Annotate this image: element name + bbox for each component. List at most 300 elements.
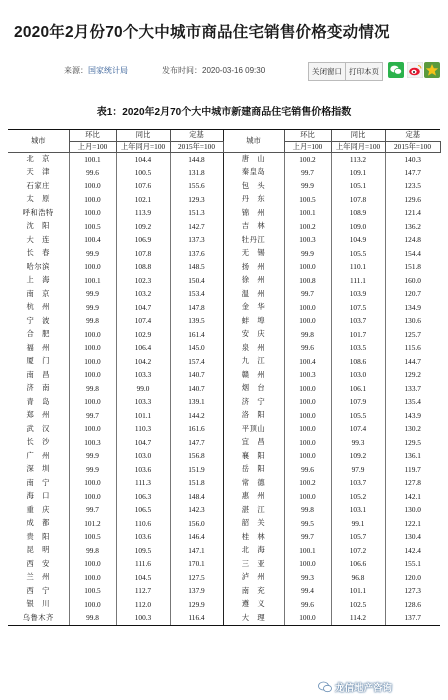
cell-city-left: 北 京 [8,152,69,166]
cell-yoy-right: 107.5 [331,301,385,315]
table-row [8,301,440,315]
cell-base-left: 137.9 [170,584,223,598]
table-row [8,611,440,625]
cell-base-left: 161.6 [170,422,223,436]
cell-base-right: 136.2 [385,220,440,234]
cell-yoy-left: 103.2 [116,287,170,301]
cell-base-left: 129.9 [170,598,223,612]
table-row [8,422,440,436]
cell-city-right: 济 宁 [223,395,284,409]
cell-yoy-right: 107.9 [331,395,385,409]
cell-base-right: 115.6 [385,341,440,355]
table-row [8,476,440,490]
cell-yoy-left: 99.0 [116,382,170,396]
cell-base-left: 142.3 [170,503,223,517]
publish-date: 2020-03-16 09:30 [202,66,266,75]
cell-yoy-right: 99.3 [331,436,385,450]
subheader-yoy: 上年同月=100 [116,141,170,152]
cell-city-left: 西 宁 [8,584,69,598]
cell-yoy-left: 104.7 [116,436,170,450]
table-row [8,530,440,544]
cell-city-left: 济 南 [8,382,69,396]
cell-base-left: 155.6 [170,179,223,193]
cell-mom-left: 100.0 [69,341,116,355]
cell-mom-right: 100.3 [284,368,331,382]
cell-yoy-right: 102.5 [331,598,385,612]
cell-base-left: 153.4 [170,287,223,301]
cell-city-right: 三 亚 [223,557,284,571]
cell-city-right: 湛 江 [223,503,284,517]
table-row [8,517,440,531]
cell-mom-left: 99.8 [69,544,116,558]
cell-base-right: 144.7 [385,355,440,369]
cell-base-right: 134.9 [385,301,440,315]
cell-yoy-right: 103.7 [331,314,385,328]
cell-mom-right: 100.8 [284,274,331,288]
table-row [8,328,440,342]
cell-mom-right: 99.6 [284,598,331,612]
cell-city-left: 呼和浩特 [8,206,69,220]
table-row [8,287,440,301]
cell-city-right: 赣 州 [223,368,284,382]
cell-city-left: 昆 明 [8,544,69,558]
cell-mom-left: 100.0 [69,490,116,504]
cell-city-right: 南 充 [223,584,284,598]
source-link[interactable]: 国家统计局 [88,66,128,75]
subheader-fixed-base: 2015年=100 [385,141,440,152]
cell-mom-right: 99.9 [284,179,331,193]
table-row [8,314,440,328]
cell-yoy-left: 100.5 [116,166,170,180]
cell-yoy-right: 105.1 [331,179,385,193]
table-row [8,436,440,450]
table-row [8,598,440,612]
cell-base-left: 140.7 [170,368,223,382]
cell-yoy-right: 113.2 [331,152,385,166]
cell-base-right: 129.6 [385,193,440,207]
cell-yoy-right: 108.6 [331,355,385,369]
cell-yoy-right: 106.6 [331,557,385,571]
cell-city-left: 海 口 [8,490,69,504]
table-row [8,341,440,355]
cell-yoy-right: 105.2 [331,490,385,504]
cell-yoy-right: 107.2 [331,544,385,558]
header-fixed-base: 定基 [385,130,440,141]
cell-city-right: 扬 州 [223,260,284,274]
cell-base-left: 137.6 [170,247,223,261]
cell-city-left: 长 春 [8,247,69,261]
table-row [8,193,440,207]
cell-city-right: 丹 东 [223,193,284,207]
cell-city-right: 唐 山 [223,152,284,166]
cell-yoy-right: 109.2 [331,449,385,463]
cell-base-left: 116.4 [170,611,223,625]
cell-base-left: 156.0 [170,517,223,531]
cell-base-right: 142.1 [385,490,440,504]
cell-mom-right: 100.0 [284,260,331,274]
cell-base-right: 122.1 [385,517,440,531]
cell-city-left: 兰 州 [8,571,69,585]
cell-city-right: 遵 义 [223,598,284,612]
table-row [8,206,440,220]
table-row [8,395,440,409]
cell-mom-left: 99.9 [69,463,116,477]
cell-base-left: 131.8 [170,166,223,180]
cell-city-left: 银 川 [8,598,69,612]
cell-base-left: 161.4 [170,328,223,342]
cell-yoy-left: 109.5 [116,544,170,558]
cell-yoy-right: 109.0 [331,220,385,234]
cell-base-left: 139.1 [170,395,223,409]
cell-base-right: 124.8 [385,233,440,247]
wechat-icon[interactable] [388,62,404,78]
cell-city-right: 吉 林 [223,220,284,234]
header-yoy: 同比 [116,130,170,141]
cell-mom-right: 100.0 [284,382,331,396]
cell-base-right: 135.4 [385,395,440,409]
cell-base-right: 147.7 [385,166,440,180]
cell-city-right: 桂 林 [223,530,284,544]
cell-city-left: 青 岛 [8,395,69,409]
cell-city-left: 西 安 [8,557,69,571]
cell-city-right: 宜 昌 [223,436,284,450]
cell-mom-left: 100.3 [69,436,116,450]
cell-city-left: 杭 州 [8,301,69,315]
cell-city-right: 九 江 [223,355,284,369]
cell-base-right: 127.3 [385,584,440,598]
cell-city-left: 成 都 [8,517,69,531]
cell-base-left: 137.3 [170,233,223,247]
cell-city-right: 牡丹江 [223,233,284,247]
cell-city-left: 深 圳 [8,463,69,477]
close-window-button[interactable]: 关闭窗口 [312,67,342,76]
cell-yoy-left: 102.3 [116,274,170,288]
cell-yoy-right: 111.1 [331,274,385,288]
cell-base-left: 145.0 [170,341,223,355]
cell-yoy-right: 106.1 [331,382,385,396]
table-row [8,409,440,423]
cell-city-right: 锦 州 [223,206,284,220]
cell-yoy-left: 113.9 [116,206,170,220]
header-mom: 环比 [284,130,331,141]
cell-city-left: 郑 州 [8,409,69,423]
cell-mom-left: 100.1 [69,152,116,166]
cell-yoy-left: 103.3 [116,368,170,382]
cell-mom-left: 99.8 [69,611,116,625]
cell-mom-left: 100.0 [69,355,116,369]
cell-city-right: 洛 阳 [223,409,284,423]
cell-mom-right: 99.7 [284,166,331,180]
cell-mom-right: 99.7 [284,530,331,544]
cell-yoy-right: 103.0 [331,368,385,382]
table-body [8,152,440,625]
table-row [8,463,440,477]
cell-mom-right: 99.9 [284,247,331,261]
cell-yoy-left: 103.3 [116,395,170,409]
cell-city-left: 武 汉 [8,422,69,436]
header-fixed-base: 定基 [170,130,223,141]
cell-city-left: 南 昌 [8,368,69,382]
cell-yoy-right: 110.1 [331,260,385,274]
cell-city-left: 重 庆 [8,503,69,517]
cell-city-right: 大 理 [223,611,284,625]
cell-mom-left: 100.0 [69,260,116,274]
meta-row [0,62,448,78]
cell-city-left: 宁 波 [8,314,69,328]
cell-mom-left: 100.0 [69,206,116,220]
cell-city-left: 广 州 [8,449,69,463]
cell-mom-right: 100.3 [284,233,331,247]
cell-mom-left: 100.0 [69,328,116,342]
cell-mom-right: 100.0 [284,436,331,450]
cell-city-left: 南 京 [8,287,69,301]
cell-base-right: 133.7 [385,382,440,396]
table-caption: 表1：2020年2月70个大中城市新建商品住宅销售价格指数 [96,107,352,118]
cell-city-right: 泉 州 [223,341,284,355]
cell-city-left: 合 肥 [8,328,69,342]
cell-mom-left: 100.0 [69,179,116,193]
cell-mom-left: 99.9 [69,449,116,463]
cell-base-left: 140.7 [170,382,223,396]
cell-city-right: 岳 阳 [223,463,284,477]
cell-city-right: 常 德 [223,476,284,490]
cell-yoy-right: 105.5 [331,409,385,423]
cell-yoy-right: 114.2 [331,611,385,625]
cell-mom-left: 99.8 [69,314,116,328]
cell-mom-right: 99.6 [284,341,331,355]
cell-base-left: 127.5 [170,571,223,585]
header-city: 城市 [8,130,69,152]
cell-yoy-left: 106.3 [116,490,170,504]
table-row [8,368,440,382]
cell-yoy-right: 105.5 [331,247,385,261]
cell-base-right: 136.1 [385,449,440,463]
cell-yoy-right: 108.9 [331,206,385,220]
cell-mom-left: 99.9 [69,287,116,301]
cell-mom-right: 100.0 [284,314,331,328]
cell-base-right: 151.8 [385,260,440,274]
cell-base-right: 120.7 [385,287,440,301]
table-row [8,557,440,571]
cell-yoy-left: 104.4 [116,152,170,166]
cell-mom-right: 100.2 [284,220,331,234]
cell-yoy-right: 97.9 [331,463,385,477]
table-row [8,152,440,166]
cell-mom-left: 100.0 [69,422,116,436]
cell-mom-left: 100.4 [69,233,116,247]
table-row [8,233,440,247]
cell-mom-left: 100.0 [69,598,116,612]
cell-base-left: 129.3 [170,193,223,207]
cell-yoy-left: 107.8 [116,247,170,261]
cell-base-right: 130.0 [385,503,440,517]
cell-city-left: 沈 阳 [8,220,69,234]
source-label: 来源： [64,66,88,75]
cell-yoy-right: 101.7 [331,328,385,342]
table-row [8,166,440,180]
cell-yoy-left: 100.3 [116,611,170,625]
cell-city-right: 蚌 埠 [223,314,284,328]
cell-yoy-right: 103.1 [331,503,385,517]
page-button-group [308,62,383,81]
cell-yoy-right: 105.7 [331,530,385,544]
cell-yoy-left: 110.3 [116,422,170,436]
print-page-button[interactable]: 打印本页 [345,63,382,80]
cell-yoy-left: 108.8 [116,260,170,274]
cell-base-left: 148.5 [170,260,223,274]
cell-base-left: 146.4 [170,530,223,544]
cell-city-left: 大 连 [8,233,69,247]
cell-city-left: 福 州 [8,341,69,355]
cell-mom-right: 100.0 [284,557,331,571]
cell-yoy-left: 103.6 [116,463,170,477]
cell-mom-left: 100.5 [69,220,116,234]
cell-base-right: 142.4 [385,544,440,558]
cell-yoy-right: 109.1 [331,166,385,180]
price-index-table [8,129,440,626]
cell-mom-right: 100.2 [284,476,331,490]
cell-base-right: 155.1 [385,557,440,571]
cell-base-left: 157.4 [170,355,223,369]
table-row [8,260,440,274]
cell-mom-right: 100.0 [284,490,331,504]
subheader-mom: 上月=100 [69,141,116,152]
cell-yoy-right: 103.9 [331,287,385,301]
cell-yoy-right: 96.8 [331,571,385,585]
star-icon[interactable] [424,62,440,78]
cell-base-left: 151.9 [170,463,223,477]
cell-mom-left: 100.5 [69,584,116,598]
cell-city-left: 厦 门 [8,355,69,369]
table-row [8,274,440,288]
cell-mom-right: 100.5 [284,193,331,207]
cell-mom-left: 99.7 [69,409,116,423]
cell-base-right: 130.6 [385,314,440,328]
cell-base-right: 127.8 [385,476,440,490]
cell-city-left: 天 津 [8,166,69,180]
cell-yoy-left: 107.6 [116,179,170,193]
cell-mom-right: 99.8 [284,503,331,517]
cell-mom-right: 100.4 [284,355,331,369]
cell-base-left: 147.7 [170,436,223,450]
cell-city-right: 徐 州 [223,274,284,288]
cell-yoy-right: 104.9 [331,233,385,247]
cell-base-left: 142.7 [170,220,223,234]
cell-yoy-left: 109.2 [116,220,170,234]
cell-city-left: 长 沙 [8,436,69,450]
cell-city-left: 贵 阳 [8,530,69,544]
cell-yoy-right: 99.1 [331,517,385,531]
cell-city-right: 包 头 [223,179,284,193]
table-row [8,247,440,261]
cell-yoy-left: 104.5 [116,571,170,585]
cell-mom-left: 99.6 [69,166,116,180]
cell-yoy-left: 112.7 [116,584,170,598]
cell-yoy-left: 101.1 [116,409,170,423]
cell-mom-right: 100.1 [284,544,331,558]
cell-mom-left: 101.2 [69,517,116,531]
cell-mom-right: 100.0 [284,409,331,423]
cell-mom-left: 99.8 [69,382,116,396]
cell-mom-right: 100.0 [284,422,331,436]
cell-yoy-left: 104.7 [116,301,170,315]
cell-mom-left: 100.1 [69,274,116,288]
cell-mom-left: 99.7 [69,503,116,517]
cell-mom-right: 100.0 [284,611,331,625]
wechat-icon [318,681,332,693]
table-row [8,355,440,369]
table-row [8,571,440,585]
cell-city-left: 乌鲁木齐 [8,611,69,625]
cell-base-right: 120.0 [385,571,440,585]
cell-base-right: 129.5 [385,436,440,450]
header-city: 城市 [223,130,284,152]
cell-base-left: 150.4 [170,274,223,288]
header-mom: 环比 [69,130,116,141]
cell-mom-right: 99.8 [284,328,331,342]
cell-yoy-right: 101.1 [331,584,385,598]
table-header-row [8,130,440,141]
cell-city-right: 北 海 [223,544,284,558]
cell-base-right: 129.2 [385,368,440,382]
cell-base-left: 151.3 [170,206,223,220]
cell-mom-left: 100.5 [69,530,116,544]
cell-base-left: 139.5 [170,314,223,328]
cell-city-right: 秦皇岛 [223,166,284,180]
cell-yoy-left: 112.0 [116,598,170,612]
cell-city-left: 南 宁 [8,476,69,490]
cell-yoy-left: 106.9 [116,233,170,247]
table-row [8,382,440,396]
weibo-icon[interactable] [407,62,423,78]
cell-base-right: 140.3 [385,152,440,166]
cell-mom-left: 99.9 [69,247,116,261]
cell-yoy-right: 103.7 [331,476,385,490]
cell-mom-right: 99.3 [284,571,331,585]
cell-base-right: 160.0 [385,274,440,288]
cell-mom-right: 99.4 [284,584,331,598]
cell-yoy-left: 106.4 [116,341,170,355]
cell-city-right: 安 庆 [223,328,284,342]
cell-yoy-right: 103.5 [331,341,385,355]
cell-yoy-left: 111.6 [116,557,170,571]
subheader-mom: 上月=100 [284,141,331,152]
cell-city-right: 襄 阳 [223,449,284,463]
cell-yoy-left: 103.6 [116,530,170,544]
cell-mom-right: 100.0 [284,395,331,409]
cell-yoy-right: 107.4 [331,422,385,436]
cell-mom-right: 100.1 [284,206,331,220]
cell-base-right: 137.7 [385,611,440,625]
table-row [8,490,440,504]
cell-base-left: 170.1 [170,557,223,571]
cell-mom-right: 99.6 [284,463,331,477]
cell-yoy-left: 106.5 [116,503,170,517]
cell-mom-left: 99.9 [69,301,116,315]
cell-mom-left: 100.0 [69,557,116,571]
cell-mom-right: 99.5 [284,517,331,531]
cell-city-right: 无 锡 [223,247,284,261]
cell-mom-left: 100.0 [69,193,116,207]
cell-city-left: 太 原 [8,193,69,207]
cell-yoy-left: 102.1 [116,193,170,207]
cell-base-left: 151.8 [170,476,223,490]
table-row [8,584,440,598]
cell-city-right: 泸 州 [223,571,284,585]
cell-base-left: 147.8 [170,301,223,315]
cell-base-left: 144.8 [170,152,223,166]
table-row [8,503,440,517]
